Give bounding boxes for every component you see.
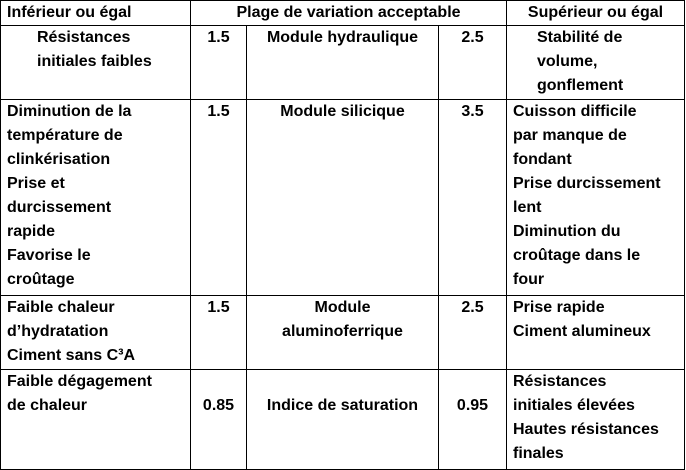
lower-effects-cell <box>1 100 191 296</box>
cell-line: rapide <box>7 223 56 240</box>
cell-line: croûtage <box>7 271 75 288</box>
cell-line: Hautes résistances <box>513 421 659 438</box>
module-name-cell <box>247 296 439 370</box>
cell-line: Module silicique <box>280 103 405 120</box>
max-value-cell: 3.5 <box>439 100 507 296</box>
cell-line: Cuisson difficile <box>513 103 637 120</box>
table-row <box>1 296 685 370</box>
cell-line: Prise durcissement <box>513 175 661 192</box>
cell-line: aluminoferrique <box>282 323 403 340</box>
min-value-cell: 0.85 <box>191 370 247 470</box>
min-value-cell: 1.5 <box>191 26 247 100</box>
cell-line: Faible dégagement <box>7 373 152 390</box>
cell-line: fondant <box>513 151 572 168</box>
min-value-cell: 1.5 <box>191 100 247 296</box>
cell-line: croûtage dans le <box>513 247 641 264</box>
max-value-cell: 2.5 <box>439 296 507 370</box>
table-row <box>1 26 685 100</box>
module-name-cell <box>247 100 439 296</box>
header-upper: Supérieur ou égal <box>507 1 685 26</box>
min-value-cell: 1.5 <box>191 296 247 370</box>
cell-line: Module <box>314 299 371 316</box>
module-name-cell <box>247 370 439 470</box>
lower-effects-cell <box>1 296 191 370</box>
cell-line: gonflement <box>537 77 624 94</box>
cell-line: four <box>513 271 545 288</box>
lower-effects-cell <box>1 370 191 470</box>
cell-line: Ciment sans C³A <box>7 347 136 364</box>
table-row <box>1 100 685 296</box>
cell-line: Indice de saturation <box>266 397 419 414</box>
header-lower: Inférieur ou égal <box>1 1 191 26</box>
cell-line: volume, <box>537 53 598 70</box>
upper-effects-cell <box>507 100 685 296</box>
cell-line: durcissement <box>7 199 112 216</box>
cell-line: par manque de <box>513 127 627 144</box>
cell-line: initiales élevées <box>513 397 635 414</box>
upper-effects-cell <box>507 370 685 470</box>
cell-line: Résistances <box>37 29 131 46</box>
cell-line: Stabilité de <box>537 29 623 46</box>
cell-line: clinkérisation <box>7 151 111 168</box>
max-value-cell: 2.5 <box>439 26 507 100</box>
header-row <box>1 1 685 26</box>
cell-line: Ciment alumineux <box>513 323 651 340</box>
cell-line: Prise et <box>7 175 65 192</box>
lower-effects-cell <box>1 26 191 100</box>
cell-line: lent <box>513 199 542 216</box>
table-row <box>1 370 685 470</box>
cell-line: Prise rapide <box>513 299 605 316</box>
cell-line: d’hydratation <box>7 323 109 340</box>
max-value-cell: 0.95 <box>439 370 507 470</box>
cell-line: finales <box>513 445 564 462</box>
cell-line: Faible chaleur <box>7 299 115 316</box>
upper-effects-cell <box>507 26 685 100</box>
module-name-cell <box>247 26 439 100</box>
cell-line: Diminution du <box>513 223 621 240</box>
cell-line: température de <box>7 127 123 144</box>
upper-effects-cell <box>507 296 685 370</box>
header-range: Plage de variation acceptable <box>191 1 507 26</box>
cell-line: de chaleur <box>7 397 88 414</box>
cell-line: initiales faibles <box>37 53 152 70</box>
cell-line: Favorise le <box>7 247 91 264</box>
cell-line: Diminution de la <box>7 103 132 120</box>
cell-line: Module hydraulique <box>266 29 419 46</box>
cell-line: Résistances <box>513 373 607 390</box>
